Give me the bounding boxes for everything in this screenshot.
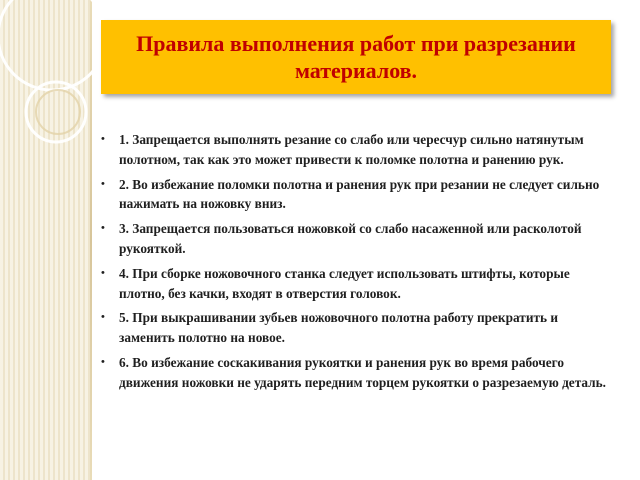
page-title: Правила выполнения работ при разрезании материалов. xyxy=(136,31,576,83)
rule-item-1 xyxy=(101,130,611,170)
rule-text-1: 1. Запрещается выполнять резание со слабо или чересчур сильно натянутым полотном, так как это может привести к поломке полотна и ранению рук. xyxy=(119,132,584,167)
decorative-circle-large xyxy=(0,0,106,90)
rule-item-2 xyxy=(101,175,611,215)
bullet-icon: • xyxy=(101,311,105,324)
rule-item-4 xyxy=(101,264,611,304)
bullet-icon: • xyxy=(101,266,105,279)
rule-text-5: 5. При выкрашивании зубьев ножовочного полотна работу прекратить и заменить полотно на новое. xyxy=(119,310,559,346)
rule-item-5 xyxy=(101,308,611,348)
bullet-icon: • xyxy=(101,355,105,368)
bullet-icon: • xyxy=(101,177,105,190)
decorative-circle-inner xyxy=(36,90,80,134)
bullet-icon: • xyxy=(101,222,105,235)
rule-text-3: 3. Запрещается пользоваться ножовкой со слабо насаженной или расколотой рукояткой. xyxy=(119,221,582,256)
title-banner xyxy=(101,20,611,94)
rule-text-6: 6. Во избежание соскакивания рукоятки и ранения рук во время рабочего движения ножовки не ударять передним торцем рукоятки о разрезаемую деталь. xyxy=(119,354,606,390)
bullet-icon: • xyxy=(101,133,105,145)
rule-item-3 xyxy=(101,219,611,259)
rule-text-2: 2. Во избежание поломки полотна и ранения рук при резании не следует сильно нажимать на ножовку вниз. xyxy=(119,176,600,212)
rule-item-6 xyxy=(101,353,611,393)
rule-text-4: 4. При сборке ножовочного станка следует использовать штифты, которые плотно, без качки, входят в отверстия головок. xyxy=(119,265,570,301)
rules-list xyxy=(101,130,611,398)
